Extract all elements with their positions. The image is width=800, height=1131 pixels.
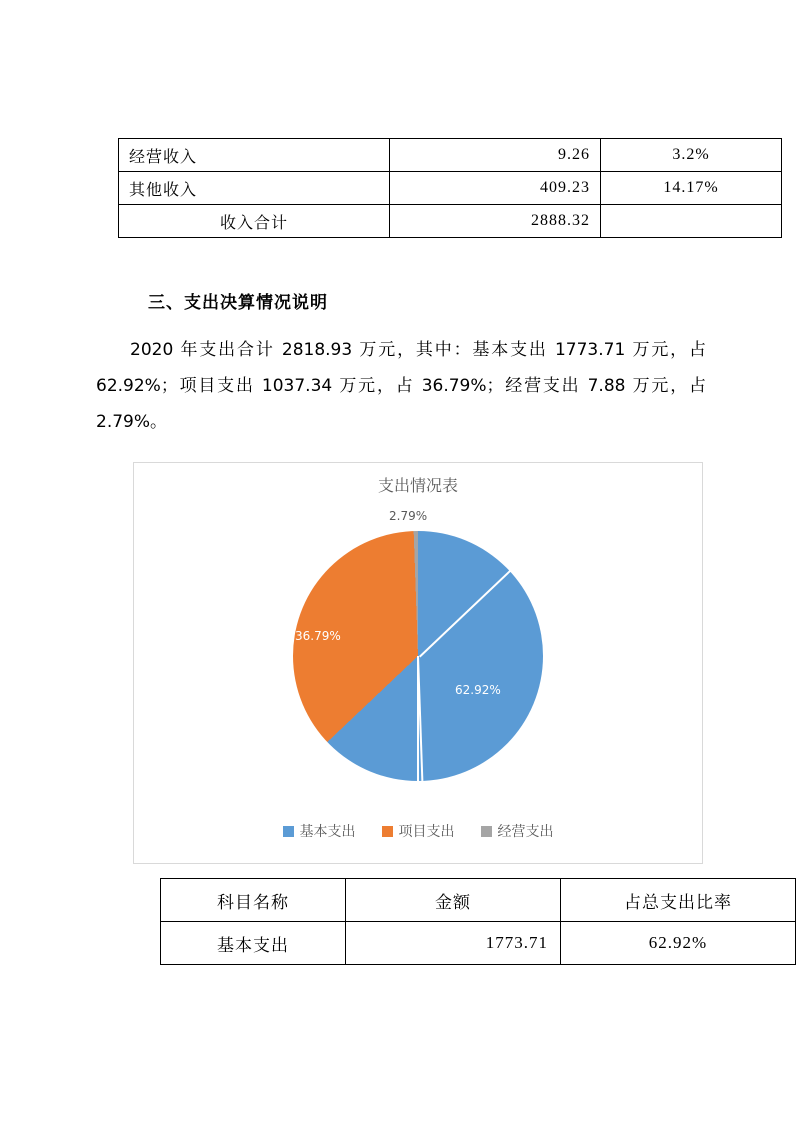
row-amount: 9.26 [390, 139, 601, 172]
row-percent: 14.17% [601, 172, 782, 205]
row-amount: 1773.71 [346, 922, 561, 965]
legend-swatch-icon [283, 826, 294, 837]
table-row [119, 172, 782, 205]
table-row [119, 205, 782, 238]
row-label: 基本支出 [161, 922, 346, 965]
row-percent [601, 205, 782, 238]
header-subject: 科目名称 [161, 879, 346, 922]
chart-title: 支出情况表 [377, 476, 458, 495]
pie-graphic [293, 509, 543, 781]
row-label: 收入合计 [119, 205, 390, 238]
table-header-row [161, 879, 796, 922]
income-table [118, 138, 782, 238]
legend-label: 基本支出 [299, 824, 356, 840]
chart-legend [134, 821, 702, 841]
section-heading: 三、支出决算情况说明 [148, 293, 328, 313]
pie-label-basic: 62.92% [455, 683, 501, 697]
row-percent: 62.92% [561, 922, 796, 965]
legend-item-basic [283, 821, 356, 841]
expenditure-table [160, 878, 796, 965]
row-label: 其他收入 [119, 172, 390, 205]
header-percent: 占总支出比率 [561, 879, 796, 922]
expenditure-pie-chart [133, 462, 703, 864]
legend-swatch-icon [382, 826, 393, 837]
row-amount: 2888.32 [390, 205, 601, 238]
legend-item-project [382, 821, 455, 841]
pie-label-project: 36.79% [295, 629, 341, 643]
legend-swatch-icon [481, 826, 492, 837]
section-paragraph: 2020 年支出合计 2818.93 万元，其中：基本支出 1773.71 万元，占 62.92%；项目支出 1037.34 万元，占 36.79%；经营支出 7.88 万元，占 2.79%。 [96, 340, 706, 432]
row-label: 经营收入 [119, 139, 390, 172]
header-amount: 金额 [346, 879, 561, 922]
row-percent: 3.2% [601, 139, 782, 172]
legend-label: 项目支出 [398, 824, 455, 840]
table-row [161, 922, 796, 965]
row-amount: 409.23 [390, 172, 601, 205]
pie-label-operating: 2.79% [389, 509, 428, 523]
legend-label: 经营支出 [497, 824, 554, 840]
legend-item-operating [481, 821, 554, 841]
table-row [119, 139, 782, 172]
